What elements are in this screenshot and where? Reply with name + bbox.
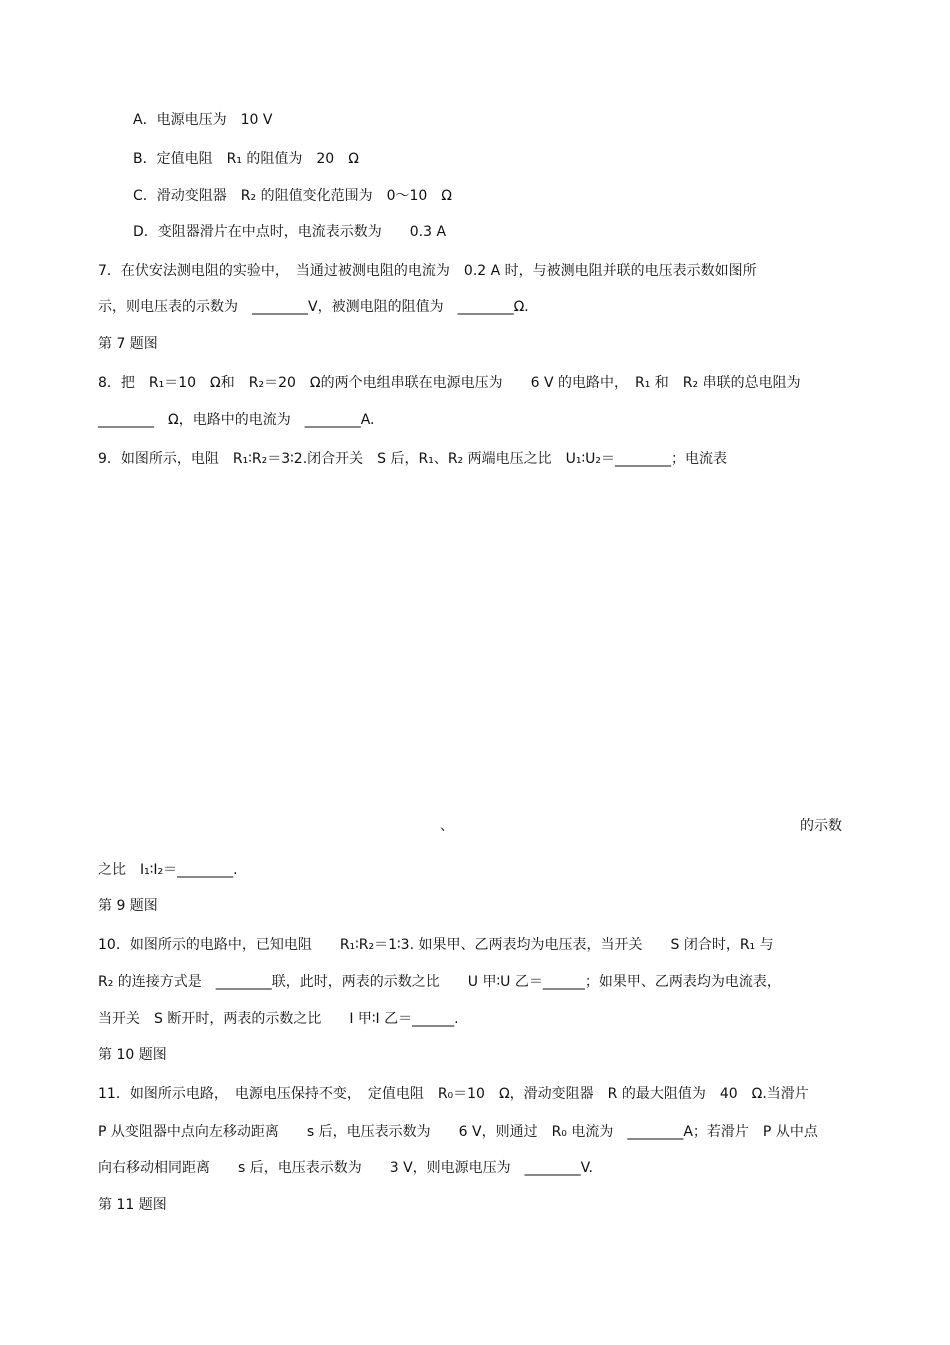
q8-line-2: ________ Ω，电路中的电流为 ________A. <box>98 412 375 428</box>
q10-line-1: 10．如图所示的电路中，已知电阻 R₁∶R₂＝1∶3. 如果甲、乙两表均为电压表，当开关 S 闭合时，R₁ 与 <box>98 937 774 953</box>
q10-caption: 第 10 题图 <box>98 1047 167 1063</box>
q10-line-2: R₂ 的连接方式是 ________联，此时，两表的示数之比 U 甲∶U 乙＝______；如果甲、乙两表均为电流表， <box>98 974 781 990</box>
q7-caption: 第 7 题图 <box>98 336 158 352</box>
q9-line-2: 之比 I₁∶I₂＝________. <box>98 862 238 878</box>
q11-line-3: 向右移动相同距离 s 后，电压表示数为 3 V，则电源电压为 ________V. <box>98 1160 593 1176</box>
option-a: A．电源电压为 10 V <box>133 112 273 128</box>
q11-caption: 第 11 题图 <box>98 1197 167 1213</box>
q8-line-1: 8．把 R₁＝10 Ω和 R₂＝20 Ω的两个电组串联在电源电压为 6 V 的电路中， R₁ 和 R₂ 串联的总电阻为 <box>98 375 801 391</box>
option-c: C．滑动变阻器 R₂ 的阻值变化范围为 0～10 Ω <box>133 188 452 204</box>
option-d: D．变阻器滑片在中点时，电流表示数为 0.3 A <box>133 224 447 240</box>
q9-caption: 第 9 题图 <box>98 898 158 914</box>
q11-line-1: 11．如图所示电路， 电源电压保持不变， 定值电阻 R₀＝10 Ω，滑动变阻器 R 的最大阻值为 40 Ω.当滑片 <box>98 1086 809 1102</box>
option-b: B．定值电阻 R₁ 的阻值为 20 Ω <box>133 151 359 167</box>
q9-tail: 的示数 <box>800 818 842 834</box>
q7-line-2: 示，则电压表的示数为 ________V，被测电阻的阻值为 ________Ω． <box>98 299 539 315</box>
q7-line-1: 7．在伏安法测电阻的实验中， 当通过被测电阻的电流为 0.2 A 时，与被测电阻并联的电压表示数如图所 <box>98 263 757 279</box>
q11-line-2: P 从变阻器中点向左移动距离 s 后，电压表示数为 6 V，则通过 R₀ 电流为 ________A；若滑片 P 从中点 <box>98 1124 818 1140</box>
q10-line-3: 当开关 S 断开时，两表的示数之比 I 甲∶I 乙＝______. <box>98 1011 459 1027</box>
q9-comma: 、 <box>440 818 454 834</box>
q9-line-1: 9．如图所示，电阻 R₁∶R₂＝3∶2.闭合开关 S 后，R₁、R₂ 两端电压之比 U₁∶U₂＝________；电流表 <box>98 451 727 467</box>
